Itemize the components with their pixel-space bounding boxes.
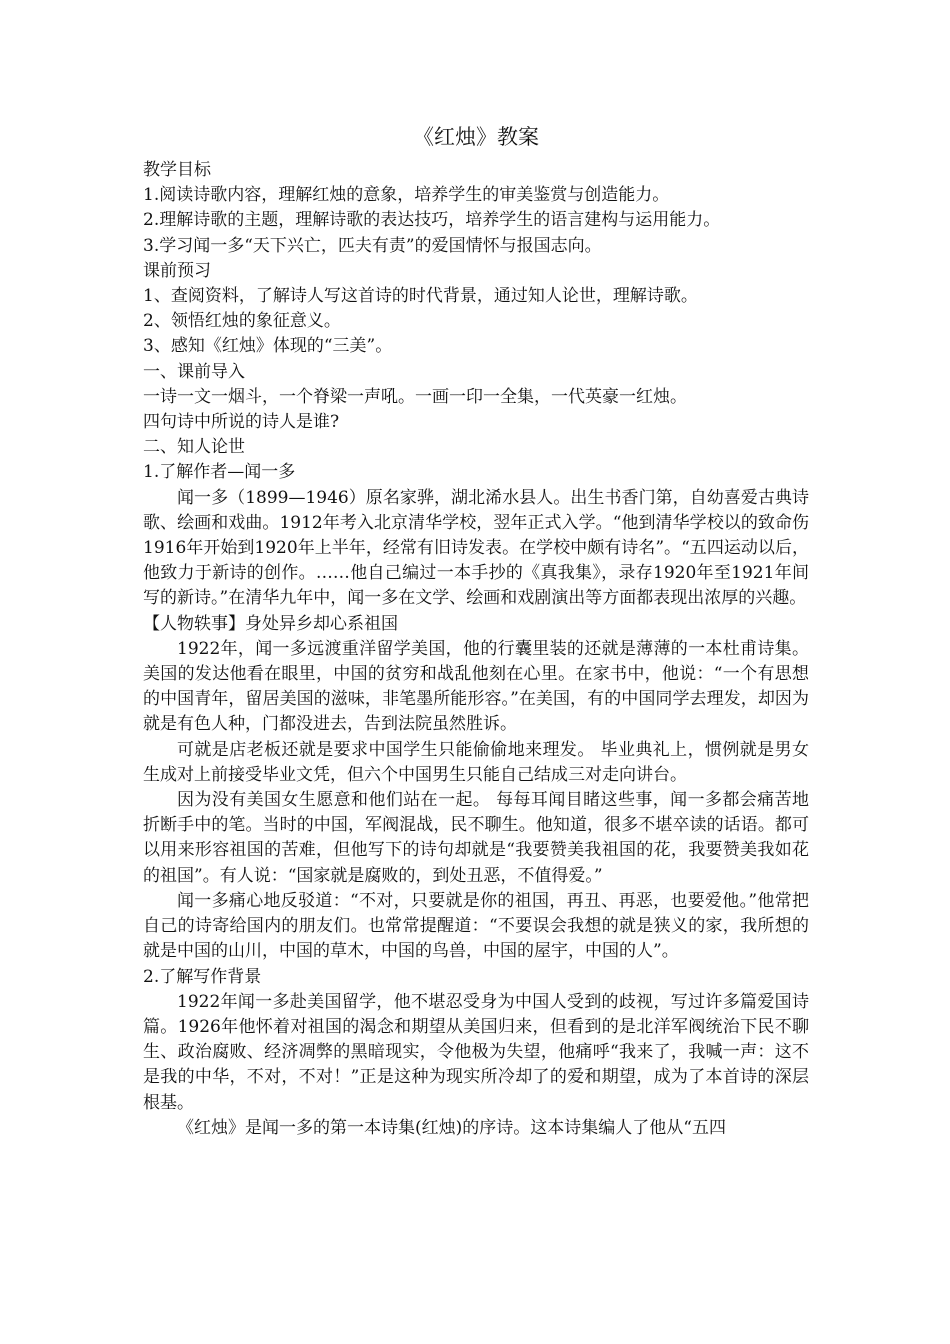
preview-heading: 课前预习 [143, 260, 211, 281]
preview-item: 1、查阅资料，了解诗人写这首诗的时代背景，通过知人论世，理解诗歌。 [143, 286, 698, 307]
preview-item: 3、感知《红烛》体现的“三美”。 [143, 336, 393, 357]
goal-item: 1.阅读诗歌内容，理解红烛的意象，培养学生的审美鉴赏与创造能力。 [143, 185, 670, 206]
background-paragraph: 1922年闻一多赴美国留学，他不堪忍受身为中国人受到的歧视，写过许多篇爱国诗篇。1926年他怀着对祖国的渴念和期望从美国归来，但看到的是北洋军阀统治下民不聊生、政治腐败、经济凋弊的黑暗现实，令他极为失望，他痛呼“我来了，我喊一声：这不是我的中华，不对，不对！”正是这种为现实所冷却了的爱和期望，成为了本首诗的深层根基。 [143, 991, 809, 1113]
anecdote-paragraph: 1922年，闻一多远渡重洋留学美国，他的行囊里装的还就是薄薄的一本杜甫诗集。美国的发达他看在眼里，中国的贫穷和战乱他刻在心里。在家书中，他说：“一个有思想的中国青年，留居美国的滋味，非笔墨所能形容。”在美国，有的中国同学去理发，却因为就是有色人种，门都没进去，告到法院虽然胜诉。 [143, 638, 809, 735]
intro-heading: 一、课前导入 [143, 361, 245, 382]
subsection-heading: 2.了解写作背景 [143, 966, 262, 987]
anecdote-paragraph: 因为没有美国女生愿意和他们站在一起。 每每耳闻目睹这些事，闻一多都会痛苦地折断手中的笔。当时的中国，军阀混战，民不聊生。他知道，很多不堪卒读的话语。都可以用来形容祖国的苦难，但他写下的诗句却就是“我要赞美我祖国的花，我要赞美我如花的祖国”。有人说：“国家就是腐败的，到处丑恶，不值得爱。” [143, 790, 809, 886]
subsection-heading: 1.了解作者—闻一多 [143, 462, 296, 483]
goals-heading: 教学目标 [143, 160, 211, 180]
intro-poem: 一诗一文一烟斗，一个脊梁一声吼。一画一印一全集，一代英豪一红烛。 [143, 386, 687, 407]
preview-item: 2、领悟红烛的象征意义。 [143, 311, 341, 332]
anecdote-paragraph: 可就是店老板还就是要求中国学生只能偷偷地来理发。 毕业典礼上，惯例就是男女生成对上前接受毕业文凭，但六个中国男生只能自己结成三对走向讲台。 [143, 739, 809, 785]
background-paragraph: 《红烛》是闻一多的第一本诗集(红烛)的序诗。这本诗集编人了他从“五四 [177, 1117, 726, 1138]
anecdote-paragraph: 闻一多痛心地反驳道：“不对，只要就是你的祖国，再丑、再恶，也要爱他。”他常把自己的诗寄给国内的朋友们。也常常提醒道：“不要误会我想的就是狭义的家，我所想的就是中国的山川，中国的草木，中国的鸟兽，中国的屋宇，中国的人”。 [143, 890, 809, 962]
document-title: 《红烛》教案 [413, 125, 539, 149]
goal-item: 3.学习闻一多“天下兴亡，匹夫有责”的爱国情怀与报国志向。 [143, 235, 602, 256]
section-heading: 二、知人论世 [143, 437, 245, 458]
document-page [143, 120, 809, 1141]
author-paragraph: 闻一多（1899—1946）原名家骅，湖北浠水县人。出生书香门第，自幼喜爱古典诗歌、绘画和戏曲。1912年考入北京清华学校，翌年正式入学。“他到清华学校以的致命伤1916年开始到1920年上半年，经常有旧诗发表。在学校中颇有诗名”。“五四运动以后，他致力于新诗的创作。……他自己编过一本手抄的《真我集》，录存1920年至1921年间写的新诗。”在清华九年中，闻一多在文学、绘画和戏剧演出等方面都表现出浓厚的兴趣。 [143, 487, 809, 609]
anecdote-heading: 【人物轶事】身处异乡却心系祖国 [143, 613, 398, 634]
intro-question: 四句诗中所说的诗人是谁? [143, 412, 340, 433]
goal-item: 2.理解诗歌的主题，理解诗歌的表达技巧，培养学生的语言建构与运用能力。 [143, 210, 721, 231]
